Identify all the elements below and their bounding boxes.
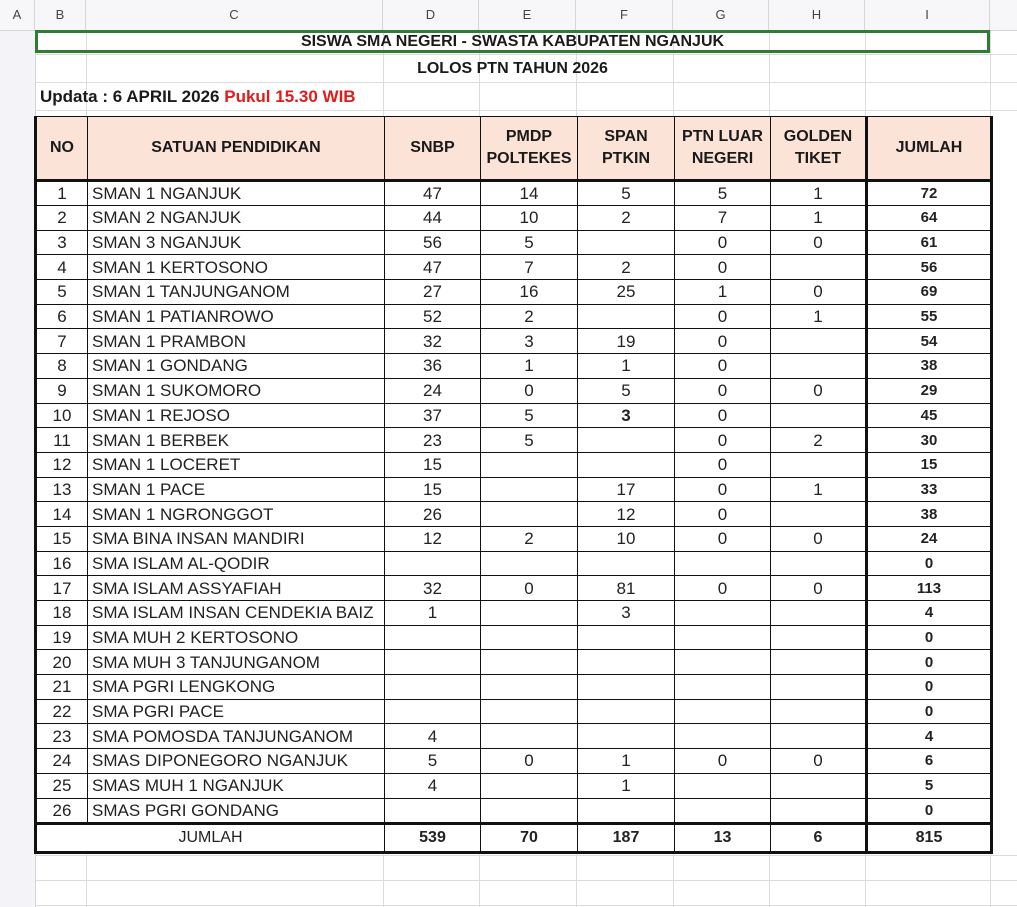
cell-school[interactable]: SMAS PGRI GONDANG: [88, 798, 385, 823]
cell-school[interactable]: SMAN 1 PACE: [88, 477, 385, 502]
cell-total[interactable]: 0: [867, 650, 992, 675]
cell-snbp[interactable]: [385, 551, 481, 576]
cell-pmdp[interactable]: 2: [481, 526, 578, 551]
cell-pmdp[interactable]: [481, 724, 578, 749]
cell-pmdp[interactable]: 16: [481, 280, 578, 305]
cell-snbp[interactable]: 15: [385, 477, 481, 502]
cell-no[interactable]: 4: [36, 255, 88, 280]
cell-snbp[interactable]: 26: [385, 502, 481, 527]
table-row: [36, 477, 992, 502]
cell-snbp[interactable]: 47: [385, 181, 481, 206]
header-golden[interactable]: [771, 117, 867, 181]
table-row: [36, 798, 992, 823]
cell-golden[interactable]: 0: [771, 576, 867, 601]
cell-span[interactable]: 5: [578, 181, 675, 206]
cell-snbp[interactable]: [385, 650, 481, 675]
cell-pmdp[interactable]: [481, 773, 578, 798]
cell-pmdp[interactable]: [481, 699, 578, 724]
cell-total[interactable]: 24: [867, 526, 992, 551]
cell-pmdp[interactable]: [481, 502, 578, 527]
cell-ptn-ln[interactable]: 1: [675, 280, 771, 305]
cell-school[interactable]: SMAS MUH 1 NGANJUK: [88, 773, 385, 798]
cell-golden[interactable]: 0: [771, 378, 867, 403]
cell-school[interactable]: SMAN 1 PRAMBON: [88, 329, 385, 354]
grid-row-line: [0, 110, 1017, 111]
cell-ptn-ln[interactable]: 0: [675, 526, 771, 551]
cell-total[interactable]: 113: [867, 576, 992, 601]
cell-ptn-ln[interactable]: 0: [675, 378, 771, 403]
column-header-c[interactable]: C: [86, 0, 383, 30]
cell-pmdp[interactable]: 3: [481, 329, 578, 354]
cell-pmdp[interactable]: 5: [481, 403, 578, 428]
cell-snbp[interactable]: [385, 798, 481, 823]
cell-ptn-ln[interactable]: [675, 773, 771, 798]
cell-total[interactable]: 61: [867, 230, 992, 255]
cell-golden[interactable]: [771, 650, 867, 675]
cell-snbp[interactable]: 32: [385, 329, 481, 354]
cell-pmdp[interactable]: [481, 551, 578, 576]
cell-snbp[interactable]: 36: [385, 354, 481, 379]
table-row: [36, 181, 992, 206]
cell-snbp[interactable]: 23: [385, 428, 481, 453]
cell-pmdp[interactable]: [481, 601, 578, 626]
header-ptn-line1: PTN LUAR: [682, 128, 763, 145]
cell-ptn-ln[interactable]: [675, 625, 771, 650]
cell-golden[interactable]: [771, 452, 867, 477]
table-row: [36, 428, 992, 453]
cell-total[interactable]: 0: [867, 675, 992, 700]
cell-no[interactable]: 15: [36, 526, 88, 551]
header-golden-line1: GOLDEN: [783, 128, 853, 145]
sheet-subtitle-cell[interactable]: [35, 56, 990, 82]
sheet-title-cell[interactable]: [35, 30, 990, 53]
cell-no[interactable]: 24: [36, 749, 88, 774]
cell-ptn-ln[interactable]: 0: [675, 403, 771, 428]
cell-snbp[interactable]: 56: [385, 230, 481, 255]
header-snbp[interactable]: SNBP: [385, 117, 481, 181]
table-body: [36, 181, 992, 824]
column-header-b[interactable]: B: [35, 0, 86, 30]
column-header-e[interactable]: E: [479, 0, 576, 30]
table-row: [36, 773, 992, 798]
header-pmdp-line2: POLTEKES: [486, 150, 572, 167]
table-row: [36, 749, 992, 774]
summary-row: [36, 823, 992, 852]
cell-golden[interactable]: 0: [771, 749, 867, 774]
cell-pmdp[interactable]: 0: [481, 378, 578, 403]
cell-golden[interactable]: [771, 699, 867, 724]
cell-school[interactable]: SMAN 1 TANJUNGANOM: [88, 280, 385, 305]
cell-golden[interactable]: 1: [771, 477, 867, 502]
table-row: [36, 280, 992, 305]
cell-no[interactable]: 1: [36, 181, 88, 206]
cell-school[interactable]: SMA POMOSDA TANJUNGANOM: [88, 724, 385, 749]
cell-snbp[interactable]: 5: [385, 749, 481, 774]
cell-golden[interactable]: [771, 724, 867, 749]
cell-school[interactable]: SMA PGRI LENGKONG: [88, 675, 385, 700]
grid-row-line: [0, 905, 1017, 906]
cell-school[interactable]: SMAN 3 NGANJUK: [88, 230, 385, 255]
cell-pmdp[interactable]: [481, 798, 578, 823]
header-total[interactable]: JUMLAH: [867, 117, 992, 181]
cell-no[interactable]: 19: [36, 625, 88, 650]
cell-snbp[interactable]: 37: [385, 403, 481, 428]
cell-snbp[interactable]: 27: [385, 280, 481, 305]
cell-span[interactable]: 3: [578, 403, 675, 428]
cell-school[interactable]: SMA ISLAM AL-QODIR: [88, 551, 385, 576]
cell-snbp[interactable]: 52: [385, 304, 481, 329]
cell-pmdp[interactable]: 1: [481, 354, 578, 379]
sheet-title: SISWA SMA NEGERI - SWASTA KABUPATEN NGANJUK: [300, 33, 725, 50]
cell-golden[interactable]: 1: [771, 304, 867, 329]
cell-ptn-ln[interactable]: 0: [675, 749, 771, 774]
cell-span[interactable]: 1: [578, 749, 675, 774]
cell-pmdp[interactable]: 0: [481, 749, 578, 774]
table-row: [36, 502, 992, 527]
cell-snbp[interactable]: [385, 675, 481, 700]
cell-no[interactable]: 23: [36, 724, 88, 749]
cell-total[interactable]: 72: [867, 181, 992, 206]
cell-span[interactable]: 25: [578, 280, 675, 305]
table-header-row: [36, 117, 992, 181]
cell-snbp[interactable]: 24: [385, 378, 481, 403]
summary-golden[interactable]: 6: [771, 823, 867, 852]
cell-pmdp[interactable]: 10: [481, 206, 578, 231]
cell-school[interactable]: SMAN 2 NGANJUK: [88, 206, 385, 231]
cell-ptn-ln[interactable]: [675, 551, 771, 576]
cell-golden[interactable]: 2: [771, 428, 867, 453]
table-row: [36, 724, 992, 749]
cell-pmdp[interactable]: 7: [481, 255, 578, 280]
table-row: [36, 675, 992, 700]
table-row: [36, 403, 992, 428]
cell-ptn-ln[interactable]: 0: [675, 576, 771, 601]
cell-span[interactable]: [578, 724, 675, 749]
cell-snbp[interactable]: 12: [385, 526, 481, 551]
cell-no[interactable]: 5: [36, 280, 88, 305]
cell-ptn-ln[interactable]: [675, 724, 771, 749]
table-row: [36, 452, 992, 477]
cell-school[interactable]: SMA MUH 3 TANJUNGANOM: [88, 650, 385, 675]
cell-ptn-ln[interactable]: 0: [675, 329, 771, 354]
cell-golden[interactable]: [771, 798, 867, 823]
header-pmdp-line1: PMDP: [505, 128, 553, 145]
cell-ptn-ln[interactable]: 7: [675, 206, 771, 231]
cell-total[interactable]: 54: [867, 329, 992, 354]
grid-row-line: [0, 82, 1017, 83]
cell-school[interactable]: SMAN 1 PATIANROWO: [88, 304, 385, 329]
cell-ptn-ln[interactable]: 0: [675, 230, 771, 255]
cell-total[interactable]: 29: [867, 378, 992, 403]
header-school[interactable]: SATUAN PENDIDIKAN: [88, 117, 385, 181]
cell-snbp[interactable]: 1: [385, 601, 481, 626]
cell-pmdp[interactable]: 2: [481, 304, 578, 329]
cell-span[interactable]: [578, 304, 675, 329]
cell-total[interactable]: 0: [867, 625, 992, 650]
cell-school[interactable]: SMA ISLAM INSAN CENDEKIA BAIZ: [88, 601, 385, 626]
cell-total[interactable]: 0: [867, 699, 992, 724]
cell-school[interactable]: SMAN 1 KERTOSONO: [88, 255, 385, 280]
cell-total[interactable]: 0: [867, 798, 992, 823]
cell-span[interactable]: [578, 699, 675, 724]
update-date: Updata : 6 APRIL 2026: [40, 87, 220, 106]
cell-total[interactable]: 45: [867, 403, 992, 428]
cell-pmdp[interactable]: 5: [481, 230, 578, 255]
cell-total[interactable]: 4: [867, 724, 992, 749]
summary-total[interactable]: 815: [867, 823, 992, 852]
cell-golden[interactable]: [771, 675, 867, 700]
cell-total[interactable]: 30: [867, 428, 992, 453]
cell-golden[interactable]: [771, 601, 867, 626]
cell-ptn-ln[interactable]: 0: [675, 452, 771, 477]
cell-total[interactable]: 4: [867, 601, 992, 626]
header-ptn-line2: NEGERI: [691, 150, 754, 167]
cell-span[interactable]: 17: [578, 477, 675, 502]
cell-snbp[interactable]: 44: [385, 206, 481, 231]
cell-span[interactable]: [578, 798, 675, 823]
cell-snbp[interactable]: 15: [385, 452, 481, 477]
cell-pmdp[interactable]: [481, 477, 578, 502]
cell-no[interactable]: 14: [36, 502, 88, 527]
cell-span[interactable]: [578, 650, 675, 675]
cell-golden[interactable]: 0: [771, 526, 867, 551]
row-header-gutter: [0, 0, 36, 907]
cell-no[interactable]: 20: [36, 650, 88, 675]
table-row: [36, 601, 992, 626]
cell-total[interactable]: 38: [867, 502, 992, 527]
cell-no[interactable]: 13: [36, 477, 88, 502]
cell-ptn-ln[interactable]: [675, 675, 771, 700]
cell-span[interactable]: [578, 452, 675, 477]
cell-ptn-ln[interactable]: 0: [675, 354, 771, 379]
cell-ptn-ln[interactable]: 5: [675, 181, 771, 206]
cell-school[interactable]: SMAS DIPONEGORO NGANJUK: [88, 749, 385, 774]
grid-row-line: [0, 54, 1017, 55]
table-row: [36, 354, 992, 379]
column-header-h[interactable]: H: [769, 0, 865, 30]
cell-pmdp[interactable]: [481, 625, 578, 650]
update-info-cell[interactable]: [40, 84, 356, 110]
cell-snbp[interactable]: 4: [385, 724, 481, 749]
cell-no[interactable]: 25: [36, 773, 88, 798]
cell-total[interactable]: 6: [867, 749, 992, 774]
cell-ptn-ln[interactable]: [675, 601, 771, 626]
cell-pmdp[interactable]: [481, 452, 578, 477]
cell-span[interactable]: 1: [578, 354, 675, 379]
table-row: [36, 329, 992, 354]
header-ptn-ln[interactable]: [675, 117, 771, 181]
cell-golden[interactable]: [771, 255, 867, 280]
cell-total[interactable]: 55: [867, 304, 992, 329]
cell-golden[interactable]: 1: [771, 206, 867, 231]
results-table: [34, 116, 993, 854]
cell-span[interactable]: 12: [578, 502, 675, 527]
table-row: [36, 699, 992, 724]
cell-pmdp[interactable]: [481, 650, 578, 675]
grid-row-line: [0, 855, 1017, 856]
cell-no[interactable]: 22: [36, 699, 88, 724]
cell-span[interactable]: [578, 675, 675, 700]
cell-span[interactable]: 2: [578, 206, 675, 231]
cell-ptn-ln[interactable]: [675, 699, 771, 724]
cell-golden[interactable]: [771, 502, 867, 527]
cell-no[interactable]: 17: [36, 576, 88, 601]
cell-school[interactable]: SMAN 1 BERBEK: [88, 428, 385, 453]
cell-ptn-ln[interactable]: 0: [675, 428, 771, 453]
table-row: [36, 650, 992, 675]
cell-pmdp[interactable]: 0: [481, 576, 578, 601]
cell-school[interactable]: SMAN 1 GONDANG: [88, 354, 385, 379]
cell-golden[interactable]: [771, 551, 867, 576]
cell-span[interactable]: 3: [578, 601, 675, 626]
cell-school[interactable]: SMAN 1 SUKOMORO: [88, 378, 385, 403]
cell-school[interactable]: SMA PGRI PACE: [88, 699, 385, 724]
cell-golden[interactable]: [771, 773, 867, 798]
cell-golden[interactable]: 1: [771, 181, 867, 206]
summary-ptn-ln[interactable]: 13: [675, 823, 771, 852]
cell-school[interactable]: SMAN 1 NGRONGGOT: [88, 502, 385, 527]
cell-school[interactable]: SMA ISLAM ASSYAFIAH: [88, 576, 385, 601]
update-time: Pukul 15.30 WIB: [224, 87, 356, 106]
cell-span[interactable]: 5: [578, 378, 675, 403]
cell-total[interactable]: 5: [867, 773, 992, 798]
cell-no[interactable]: 2: [36, 206, 88, 231]
cell-span[interactable]: [578, 230, 675, 255]
cell-golden[interactable]: [771, 329, 867, 354]
summary-snbp[interactable]: 539: [385, 823, 481, 852]
cell-span[interactable]: [578, 551, 675, 576]
cell-ptn-ln[interactable]: [675, 798, 771, 823]
cell-span[interactable]: [578, 428, 675, 453]
table-row: [36, 304, 992, 329]
column-header-a[interactable]: A: [0, 0, 35, 30]
cell-no[interactable]: 18: [36, 601, 88, 626]
cell-total[interactable]: 0: [867, 551, 992, 576]
cell-no[interactable]: 6: [36, 304, 88, 329]
sheet-subtitle: LOLOS PTN TAHUN 2026: [417, 60, 608, 77]
cell-school[interactable]: SMA BINA INSAN MANDIRI: [88, 526, 385, 551]
cell-span[interactable]: [578, 625, 675, 650]
cell-no[interactable]: 10: [36, 403, 88, 428]
cell-span[interactable]: 1: [578, 773, 675, 798]
cell-no[interactable]: 26: [36, 798, 88, 823]
cell-total[interactable]: 33: [867, 477, 992, 502]
header-span-line2: PTKIN: [602, 150, 650, 167]
cell-golden[interactable]: [771, 625, 867, 650]
cell-no[interactable]: 11: [36, 428, 88, 453]
column-header-f[interactable]: F: [576, 0, 673, 30]
cell-no[interactable]: 9: [36, 378, 88, 403]
cell-ptn-ln[interactable]: 0: [675, 477, 771, 502]
cell-pmdp[interactable]: 5: [481, 428, 578, 453]
cell-no[interactable]: 7: [36, 329, 88, 354]
cell-total[interactable]: 15: [867, 452, 992, 477]
header-span[interactable]: [578, 117, 675, 181]
table-row: [36, 551, 992, 576]
grid-row-line: [0, 880, 1017, 881]
cell-school[interactable]: SMAN 1 LOCERET: [88, 452, 385, 477]
cell-ptn-ln[interactable]: 0: [675, 255, 771, 280]
cell-span[interactable]: 10: [578, 526, 675, 551]
cell-no[interactable]: 21: [36, 675, 88, 700]
cell-golden[interactable]: 0: [771, 280, 867, 305]
table-row: [36, 576, 992, 601]
cell-total[interactable]: 64: [867, 206, 992, 231]
cell-ptn-ln[interactable]: [675, 650, 771, 675]
table-row: [36, 378, 992, 403]
column-header-i[interactable]: I: [865, 0, 990, 30]
cell-school[interactable]: SMAN 1 REJOSO: [88, 403, 385, 428]
cell-no[interactable]: 12: [36, 452, 88, 477]
column-header-bar: [0, 0, 1017, 31]
summary-pmdp[interactable]: 70: [481, 823, 578, 852]
table-row: [36, 625, 992, 650]
cell-snbp[interactable]: [385, 625, 481, 650]
cell-ptn-ln[interactable]: 0: [675, 502, 771, 527]
cell-school[interactable]: SMAN 1 NGANJUK: [88, 181, 385, 206]
cell-no[interactable]: 8: [36, 354, 88, 379]
column-header-g[interactable]: G: [673, 0, 769, 30]
cell-no[interactable]: 16: [36, 551, 88, 576]
cell-ptn-ln[interactable]: 0: [675, 304, 771, 329]
header-no[interactable]: NO: [36, 117, 88, 181]
cell-pmdp[interactable]: 14: [481, 181, 578, 206]
cell-golden[interactable]: [771, 403, 867, 428]
header-golden-line2: TIKET: [794, 150, 842, 167]
cell-total[interactable]: 56: [867, 255, 992, 280]
table-row: [36, 206, 992, 231]
table-row: [36, 230, 992, 255]
cell-span[interactable]: 2: [578, 255, 675, 280]
cell-total[interactable]: 38: [867, 354, 992, 379]
cell-golden[interactable]: 0: [771, 230, 867, 255]
cell-snbp[interactable]: 4: [385, 773, 481, 798]
cell-total[interactable]: 69: [867, 280, 992, 305]
header-pmdp[interactable]: [481, 117, 578, 181]
cell-span[interactable]: 19: [578, 329, 675, 354]
table-row: [36, 255, 992, 280]
cell-snbp[interactable]: 47: [385, 255, 481, 280]
cell-snbp[interactable]: [385, 699, 481, 724]
header-span-line1: SPAN: [604, 128, 648, 145]
column-header-d[interactable]: D: [383, 0, 479, 30]
summary-label[interactable]: JUMLAH: [36, 823, 385, 852]
cell-school[interactable]: SMA MUH 2 KERTOSONO: [88, 625, 385, 650]
cell-golden[interactable]: [771, 354, 867, 379]
table-row: [36, 526, 992, 551]
cell-snbp[interactable]: 32: [385, 576, 481, 601]
cell-span[interactable]: 81: [578, 576, 675, 601]
cell-no[interactable]: 3: [36, 230, 88, 255]
cell-pmdp[interactable]: [481, 675, 578, 700]
summary-span[interactable]: 187: [578, 823, 675, 852]
